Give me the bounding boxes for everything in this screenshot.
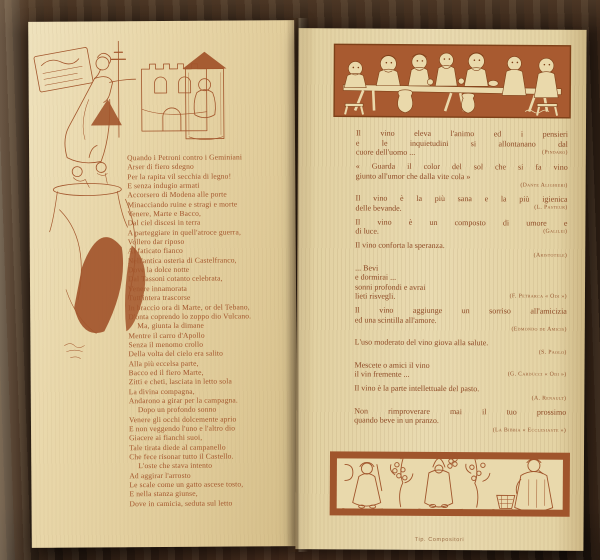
quote-attribution: (Pindaro) bbox=[542, 149, 568, 156]
poem-line: Alla più eccelsa parte, bbox=[128, 358, 199, 368]
poem-line: Dal Tassoni cotanto celebrata, bbox=[127, 274, 223, 284]
quote-line: lieti risvegli. (F. Petrarca « Odi ») bbox=[354, 291, 567, 301]
quote-attribution: (Edmondo de Amicis) bbox=[511, 326, 567, 333]
quote-block bbox=[354, 406, 566, 435]
quote-attribution: (F. Petrarca « Odi ») bbox=[509, 292, 567, 300]
quote-line: Il vino conforta la speranza. bbox=[355, 240, 445, 251]
poem-line: Accorsero di Modena alle porte bbox=[127, 189, 227, 200]
poem-line: Giacere ai fianchi suoi, bbox=[129, 433, 203, 443]
poem-line: Senza il menomo crollo bbox=[128, 339, 204, 350]
poem-line: Tutt'intera trascorse bbox=[128, 292, 191, 303]
quote-block bbox=[355, 240, 567, 259]
poem-line: Per la rapita vil secchia di legno! bbox=[127, 171, 232, 181]
dwarfs-banquet-illustration bbox=[333, 43, 571, 118]
poem-line: Arser di fiero sdegno bbox=[127, 162, 194, 172]
poem-line: Minacciando ruine e stragi e morte bbox=[127, 199, 238, 209]
quote-attribution: (La Bibbia « Ecclesiaste ») bbox=[492, 426, 567, 434]
quote-attribution: (Dante Alighieri) bbox=[520, 182, 568, 189]
quote-block bbox=[354, 383, 566, 402]
poem-text-block bbox=[127, 152, 301, 508]
quote-line: e dormirai ... bbox=[355, 272, 397, 282]
poem-line: Zitti e cheti, lasciata in letto sola bbox=[128, 376, 232, 387]
quote-line: Il vino aggiunge un sorriso all'amicizia bbox=[354, 305, 567, 316]
quote-line: giunto all'umor che dalla vite cola » bbox=[355, 170, 471, 181]
poem-line: Che fece risonar tutto il Castello. bbox=[129, 451, 234, 462]
poem-line: Mentre il carro d'Apollo bbox=[128, 330, 205, 340]
artist-signature bbox=[64, 344, 84, 359]
right-page bbox=[295, 28, 586, 551]
poem-line: Le scale come un gatto ascese tosto, bbox=[129, 479, 244, 490]
poem-line: Venere gli occhi dolcemente aprio bbox=[128, 414, 237, 424]
poem-line: L'oste che stava intento bbox=[138, 461, 213, 471]
quote-block bbox=[354, 360, 566, 380]
quote-line: ed una scintilla all'amore. bbox=[354, 314, 437, 325]
quote-attribution: (A. Renault) bbox=[531, 395, 567, 402]
poem-line: In braccio ora di Marte, or del Tebano, bbox=[128, 301, 250, 312]
quote-line: cuore dell'uomo ... (Pindaro) bbox=[355, 147, 568, 157]
quote-line: quando beve in un pranzo. bbox=[354, 415, 439, 425]
poem-line: E senza indugio armati bbox=[127, 180, 200, 191]
quote-attribution: (Galilei) bbox=[543, 228, 568, 235]
quote-attribution: (Aristotele) bbox=[533, 252, 568, 259]
printer-imprint: Tip. Compositori bbox=[414, 536, 465, 544]
quote-block bbox=[355, 193, 567, 213]
poem-line: Dopo un profondo sonno bbox=[137, 404, 217, 415]
quote-line: il vin fremente ... (G. Carducci « Odi ») bbox=[354, 369, 567, 379]
quote-attribution: (G. Carducci « Odi ») bbox=[507, 370, 567, 378]
quote-line: ... Bevi bbox=[355, 262, 379, 273]
poem-line: Venere innamorata bbox=[127, 283, 188, 294]
poem-line: Dove la dolce notte bbox=[127, 264, 190, 275]
quote-line: Il vino è un composto di umore e bbox=[355, 216, 568, 228]
quote-line: Mescete o amici il vino bbox=[354, 359, 430, 370]
poem-line: Quando i Petroni contro i Geminiani bbox=[127, 152, 243, 163]
quote-line: delle bevande. (L. Pasteur) bbox=[355, 202, 568, 213]
poem-line: Dove in camicia, seduta sul letto bbox=[129, 498, 233, 508]
wine-quotes-block bbox=[354, 128, 568, 439]
quote-block bbox=[355, 337, 567, 356]
poem-line: A parteggiare in quell'atroce guerra, bbox=[127, 227, 241, 237]
quote-line: e le inquietudini si allontanano dal bbox=[355, 137, 568, 149]
poem-line: Tale tirata diede al campanello bbox=[129, 442, 226, 452]
quote-block bbox=[355, 305, 567, 334]
poem-line: Al faticato fianco bbox=[127, 246, 183, 256]
poem-line: E nella stanza giunse, bbox=[129, 489, 198, 499]
quote-block bbox=[356, 128, 568, 158]
quote-line: Il vino eleva l'animo ed i pensieri bbox=[355, 128, 568, 139]
poem-line: Vollero dar riposo bbox=[127, 236, 185, 247]
quote-line: « Guarda il color del sol che si fa vino bbox=[355, 161, 568, 172]
poem-line: Della volta del cielo era salito bbox=[128, 348, 224, 359]
poem-line: E non veggendo l'uno e l'altro dio bbox=[128, 423, 236, 434]
quote-line: Non rimproverare mai il tuo prossimo bbox=[354, 405, 567, 417]
poem-line: Nell'antica osteria di Castelfranco, bbox=[127, 255, 237, 266]
quote-block bbox=[355, 217, 567, 237]
left-page bbox=[28, 20, 298, 548]
signboard-sketch bbox=[34, 47, 94, 92]
quote-block bbox=[355, 263, 567, 302]
quote-attribution: (L. Pasteur) bbox=[534, 204, 568, 211]
poem-line: Ad aggirar l'arrosto bbox=[129, 470, 191, 480]
poem-line: D'onta coprendo lo zoppo dio Vulcano. bbox=[128, 311, 252, 322]
poem-line: Venere, Marte e Bacco, bbox=[127, 208, 202, 219]
quote-line: L'uso moderato del vino giova alla salute. bbox=[354, 337, 489, 348]
quote-line: Il vino è la più sana e la più igienica bbox=[355, 193, 568, 204]
poem-line: Ma, giunta la dimane bbox=[137, 320, 205, 331]
quote-line: sonni profondi e avrai bbox=[354, 281, 426, 292]
poem-line: Andarono a girar per la campagna. bbox=[128, 395, 238, 406]
quote-attribution: (S. Paolo) bbox=[538, 349, 567, 356]
quote-block bbox=[356, 161, 568, 190]
quote-line: Il vino è la parte intellettuale del pasto. bbox=[354, 383, 480, 394]
quote-line: di luce. (Galilei) bbox=[355, 226, 568, 236]
poem-line: Dal ciel discesi in terra bbox=[127, 218, 201, 228]
poem-line: La divina compagna, bbox=[128, 386, 195, 396]
poem-line: Bacco ed il fiero Marte, bbox=[128, 367, 204, 378]
grape-harvest-illustration bbox=[329, 448, 571, 519]
